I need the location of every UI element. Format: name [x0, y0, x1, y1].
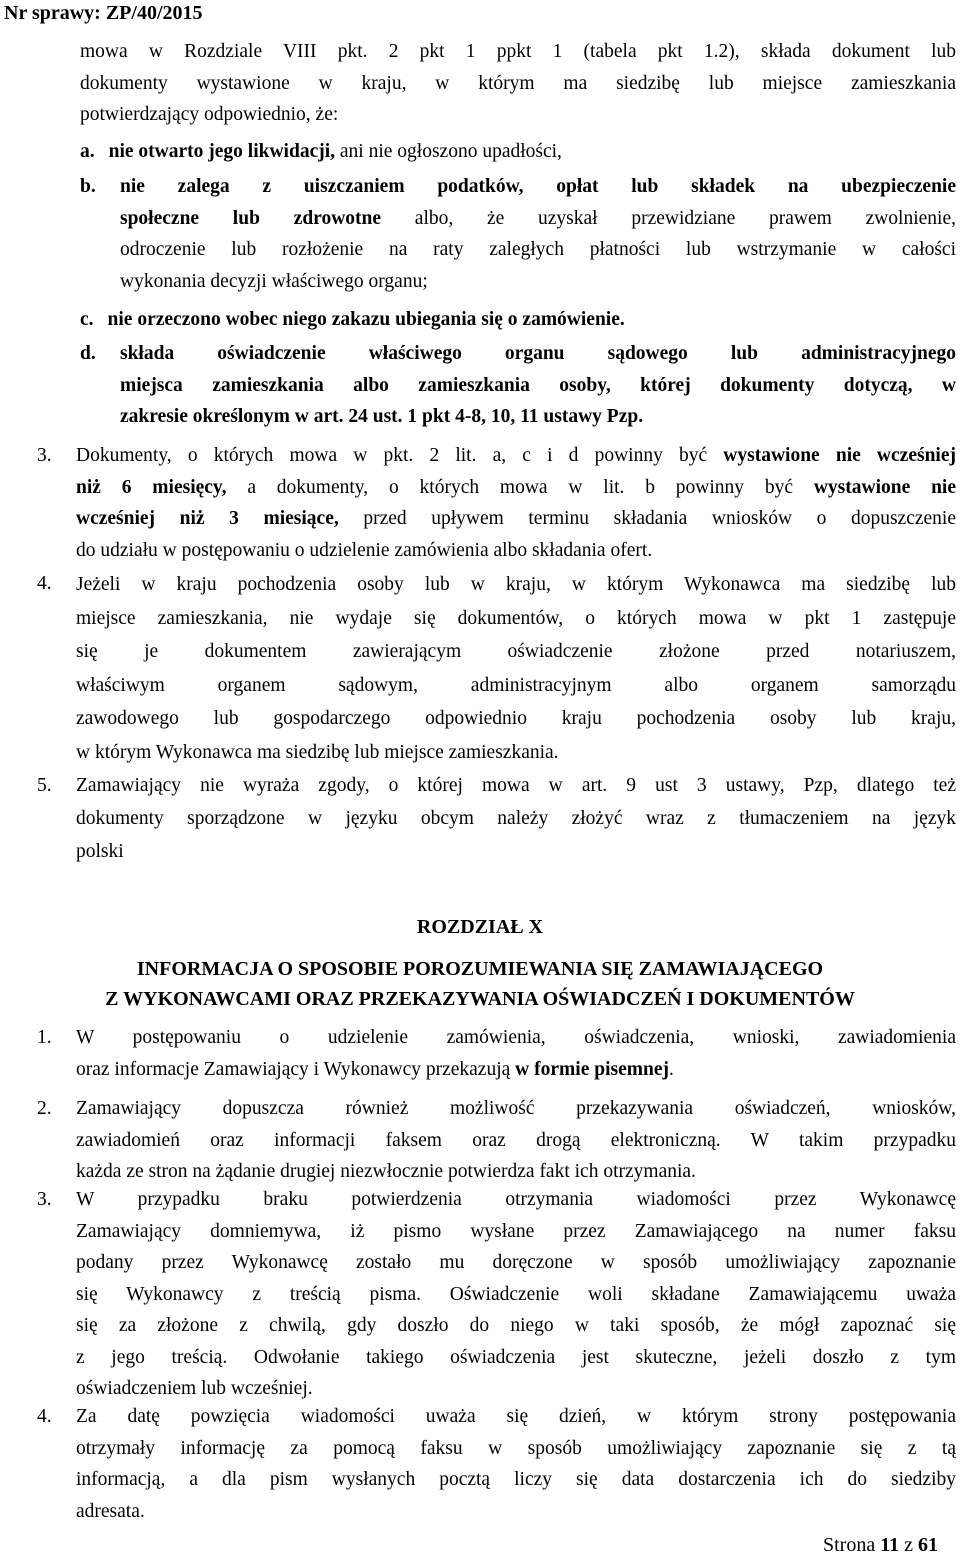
item-3-line2-c: wystawione nie — [813, 476, 956, 498]
item-1-bottom — [76, 1022, 956, 1085]
item-3b-line: oświadczeniem lub wcześniej. — [76, 1378, 313, 1399]
item-3-top — [76, 440, 956, 566]
item-4-bottom — [76, 1401, 956, 1527]
item-5-top — [76, 769, 956, 868]
item-3b-line: się Wykonawcy z treścią pisma. Oświadczenie woli składane Zamawiającemu uważa — [76, 1283, 956, 1305]
item-4b-line: informacją, a dla pism wysłanych pocztą liczy się data dostarczenia ich do siedziby — [76, 1469, 956, 1490]
item-number: 4. — [37, 573, 52, 594]
sub-item-d-line2: miejsca zamieszkania albo zamieszkania osoby, której dokumenty dotyczą, w — [120, 374, 956, 396]
intro-line: potwierdzający odpowiednio, że: — [80, 104, 339, 125]
item-4-line: Jeżeli w kraju pochodzenia osoby lub w kraju, w którym Wykonawca ma siedzibę lub — [76, 574, 956, 595]
item-4b-line: otrzymały informację za pomocą faksu w sposób umożliwiający zapoznanie się z tą — [76, 1437, 956, 1459]
item-number: 5. — [37, 775, 52, 796]
sub-item-b-line1: nie zalega z uiszczaniem podatków, opłat lub składek na ubezpieczenie — [120, 176, 956, 197]
sub-item-letter: d. — [80, 343, 96, 364]
page-footer — [823, 1534, 938, 1557]
page-of-label: z — [904, 1534, 913, 1556]
chapter-title: ROZDZIAŁ X — [416, 916, 544, 938]
item-3b-line: się za złożone z chwilą, gdy doszło do niego w taki sposób, że mógł zapoznać się — [76, 1315, 956, 1336]
item-3-line1-b: wystawione nie wcześniej — [723, 445, 956, 466]
item-5-line: polski — [76, 841, 124, 862]
item-3-line3-a: wcześniej niż 3 miesiące, — [76, 508, 339, 529]
page-total: 61 — [918, 1534, 938, 1556]
item-number: 1. — [37, 1027, 52, 1048]
item-5-line: Zamawiający nie wyraża zgody, o której mowa w art. 9 ust 3 ustawy, Pzp, dlatego też — [76, 775, 956, 796]
case-number-header: Nr sprawy: ZP/40/2015 — [4, 2, 203, 24]
item-3-line2-b: a dokumenty, o których mowa w lit. b powinny być — [226, 476, 814, 498]
item-number: 2. — [37, 1098, 52, 1119]
sub-item-letter: a. — [80, 141, 95, 162]
page-number: 11 — [880, 1534, 900, 1556]
item-2-line: zawiadomień oraz informacji faksem oraz drogą elektroniczną. W takim przypadku — [76, 1129, 956, 1151]
item-3-line1-a: Dokumenty, o których mowa w pkt. 2 lit. a, c i d powinny być — [76, 445, 724, 466]
intro-line: mowa w Rozdziale VIII pkt. 2 pkt 1 ppkt 1 (tabela pkt 1.2), składa dokument lub — [80, 41, 956, 62]
sub-item-letter: b. — [80, 176, 96, 197]
item-4-top — [76, 568, 956, 769]
item-1-line1: W postępowaniu o udzielenie zamówienia, oświadczenia, wnioski, zawiadomienia — [76, 1027, 956, 1048]
item-number: 3. — [37, 445, 52, 466]
chapter-subtitle-2: Z WYKONAWCAMI ORAZ PRZEKAZYWANIA OŚWIADCZEŃ I DOKUMENTÓW — [105, 988, 855, 1010]
item-2-bottom — [76, 1093, 956, 1188]
item-3-line4: do udziału w postępowaniu o udzielenie zamówienia albo składania ofert. — [76, 539, 653, 561]
item-4b-line: Za datę powzięcia wiadomości uważa się dzień, w którym strony postępowania — [76, 1406, 956, 1427]
item-4-line: się je dokumentem zawierającym oświadczenie złożone przed notariuszem, — [76, 641, 956, 662]
item-number: 4. — [37, 1406, 52, 1427]
item-3b-line: z jego treścią. Odwołanie takiego oświadczenia jest skuteczne, jeżeli doszło z tym — [76, 1346, 956, 1368]
sub-item-b-line2-rest: albo, że uzyskał przewidziane prawem zwolnienie, — [381, 207, 956, 229]
item-3b-line: Zamawiający domniemywa, iż pismo wysłane przez Zamawiającego na numer faksu — [76, 1220, 956, 1242]
sub-item-d-line3: zakresie określonym w art. 24 ust. 1 pkt 4-8, 10, 11 ustawy Pzp. — [120, 406, 644, 427]
item-3-line2-a: niż 6 miesięcy, — [76, 476, 227, 498]
sub-item-c — [80, 304, 956, 336]
sub-item-a-bold: nie otwarto jego likwidacji, — [108, 141, 336, 162]
chapter-subtitle-1: INFORMACJA O SPOSOBIE POROZUMIEWANIA SIĘ ZAMAWIAJĄCEGO — [136, 958, 824, 980]
intro-paragraph — [80, 36, 956, 131]
item-4-line: zawodowego lub gospodarczego odpowiednio kraju pochodzenia osoby lub kraju, — [76, 708, 956, 729]
sub-item-a — [80, 136, 956, 168]
item-1-line2-c: . — [668, 1058, 674, 1080]
sub-item-b-line3: odroczenie lub rozłożenie na raty zaległych płatności lub wstrzymanie w całości — [120, 239, 956, 260]
item-3b-line: podany przez Wykonawcę zostało mu doręczone w sposób umożliwiający zapoznanie — [76, 1252, 956, 1273]
item-4-line: miejsce zamieszkania, nie wydaje się dokumentów, o których mowa w pkt 1 zastępuje — [76, 607, 956, 629]
item-1-line2-a: oraz informacje Zamawiający i Wykonawcy przekazują — [76, 1058, 516, 1080]
item-5-line: dokumenty sporządzone w języku obcym należy złożyć wraz z tłumaczeniem na język — [76, 808, 956, 829]
item-4b-line: adresata. — [76, 1500, 145, 1522]
page-label: Strona — [822, 1534, 876, 1556]
sub-item-letter: c. — [80, 309, 94, 330]
sub-item-a-rest: ani nie ogłoszono upadłości, — [335, 141, 562, 162]
sub-item-b-line2-bold: społeczne lub zdrowotne — [120, 207, 382, 229]
item-2-line: każda ze stron na żądanie drugiej niezwłocznie potwierdza fakt ich otrzymania. — [76, 1161, 696, 1182]
item-1-line2-b: w formie pisemnej — [515, 1058, 669, 1080]
item-4-line: w którym Wykonawca ma siedzibę lub miejsce zamieszkania. — [76, 741, 559, 763]
item-3b-line: W przypadku braku potwierdzenia otrzymania wiadomości przez Wykonawcę — [76, 1189, 956, 1210]
sub-item-b-line4: wykonania decyzji właściwego organu; — [120, 270, 428, 292]
sub-item-d-line1: składa oświadczenie właściwego organu sądowego lub administracyjnego — [120, 343, 956, 364]
sub-item-c-text: nie orzeczono wobec niego zakazu ubiegania się o zamówienie. — [107, 309, 625, 330]
item-4-line: właściwym organem sądowym, administracyjnym albo organem samorządu — [76, 674, 956, 696]
item-3-bottom — [76, 1184, 956, 1405]
item-3-line3-b: przed upływem terminu składania wniosków o dopuszczenie — [338, 508, 956, 529]
item-2-line: Zamawiający dopuszcza również możliwość przekazywania oświadczeń, wniosków, — [76, 1098, 956, 1119]
intro-line: dokumenty wystawione w kraju, w którym ma siedzibę lub miejsce zamieszkania — [80, 72, 956, 94]
item-number: 3. — [37, 1189, 52, 1210]
